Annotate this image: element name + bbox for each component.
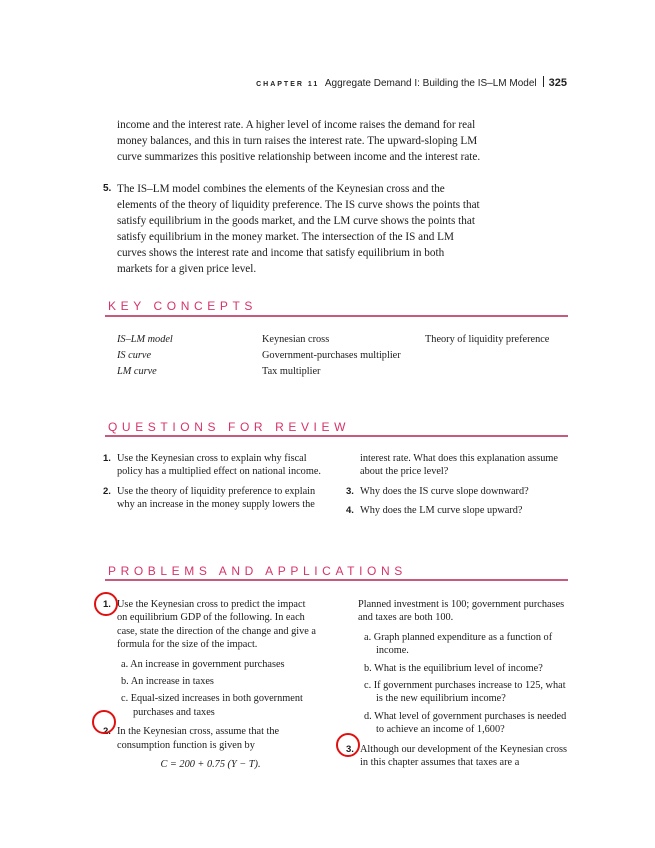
chapter-title: Aggregate Demand I: Building the IS–LM Model — [324, 78, 537, 89]
summary-item-5: The IS–LM model combines the elements of the Keynesian cross and the elements of the theory of liquidity preference. The IS curve shows the points that satisfy equilibrium in the goods market, and the LM curve shows the points that satisfy equilibrium in the money market. The intersection of the IS and LM curves shows the interest rate and income that satisfy equilibrium in both markets for a given price level. — [117, 183, 480, 275]
concept-term: Tax multiplier — [262, 366, 321, 377]
problem-text: Although our development of the Keynesian cross in this chapter assumes that taxes are a — [360, 743, 568, 769]
problem-part: d. What level of government purchases is needed to achieve an income of 1,600? — [364, 710, 567, 736]
chapter-label: CHAPTER 11 — [256, 81, 320, 88]
key-concepts-rule — [105, 315, 568, 317]
key-concepts-col2 — [262, 332, 401, 380]
problem-2 — [103, 725, 318, 752]
review-col-left — [103, 452, 331, 518]
problem-1 — [103, 598, 318, 652]
question-text: Use the Keynesian cross to explain why fiscal policy has a multiplied effect on national income. — [117, 453, 321, 478]
annotation-circle-problem-2 — [92, 710, 116, 734]
annotation-circle-problem-1 — [94, 592, 118, 616]
problem-3 — [346, 743, 568, 770]
question-number: 1. — [103, 453, 111, 464]
problem-part: a. An increase in government purchases — [121, 658, 285, 670]
concept-term: IS curve — [117, 350, 152, 361]
problem-part: b. What is the equilibrium level of income? — [364, 662, 543, 674]
question-number: 3. — [346, 485, 354, 497]
problems-heading: PROBLEMS AND APPLICATIONS — [108, 564, 407, 578]
problem-part: c. If government purchases increase to 125, what is the new equilibrium income? — [364, 680, 566, 705]
concept-term: LM curve — [117, 366, 157, 377]
question-text: interest rate. What does this explanation assume about the price level? — [360, 453, 558, 478]
problem-text: Use the Keynesian cross to predict the impact on equilibrium GDP of the following. In each case, state the direction of the change and give a formula for the size of the impact. — [117, 599, 316, 651]
key-concepts-heading: KEY CONCEPTS — [108, 299, 258, 313]
review-question — [346, 485, 568, 498]
problem-part: b. An increase in taxes — [121, 676, 214, 688]
concept-term: Theory of liquidity preference — [425, 334, 550, 345]
summary-item-number: 5. — [103, 183, 112, 194]
problem-part: a. Graph planned expenditure as a function of income. — [364, 631, 553, 657]
header-divider — [543, 76, 544, 87]
problem-number: 2. — [103, 726, 111, 738]
consumption-equation: C = 200 + 0.75 (Y − T). — [160, 759, 261, 771]
question-text: Use the theory of liquidity preference to explain why an increase in the money supply lowers the — [117, 485, 316, 511]
concept-term: IS–LM model — [117, 334, 173, 345]
review-rule — [105, 435, 568, 437]
question-number: 2. — [103, 485, 111, 497]
question-number: 4. — [346, 505, 354, 517]
problems-col-right — [346, 598, 568, 775]
problem-part: c. Equal-sized increases in both government purchases and taxes — [121, 693, 303, 718]
key-concepts-col1 — [117, 332, 173, 380]
problem-text: Planned investment is 100; government purchases and taxes are both 100. — [358, 599, 565, 624]
problem-text: In the Keynesian cross, assume that the consumption function is given by — [117, 726, 280, 751]
problems-col-left — [103, 598, 318, 771]
key-concepts-col3 — [425, 332, 549, 348]
problem-number: 3. — [346, 743, 354, 755]
concept-term: Keynesian cross — [262, 334, 330, 345]
annotation-circle-problem-3 — [336, 733, 360, 757]
review-heading: QUESTIONS FOR REVIEW — [108, 420, 351, 434]
concept-term: Government-purchases multiplier — [262, 350, 401, 361]
problem-number: 1. — [103, 599, 111, 610]
review-col-right — [346, 452, 568, 524]
question-text: Why does the LM curve slope upward? — [360, 505, 523, 517]
problem-2-continued — [346, 598, 568, 625]
review-question — [346, 504, 568, 517]
question-text: Why does the IS curve slope downward? — [360, 485, 529, 497]
problems-rule — [105, 579, 568, 581]
review-question — [103, 485, 331, 512]
running-header — [256, 76, 567, 89]
review-question-continued — [346, 452, 568, 479]
page-number: 325 — [548, 77, 567, 89]
review-question — [103, 452, 331, 479]
summary-continued: income and the interest rate. A higher level of income raises the demand for real money balances, and this in turn raises the interest rate. The upward-sloping LM curve summarizes this positive relationship between income and the interest rate. — [117, 119, 481, 163]
